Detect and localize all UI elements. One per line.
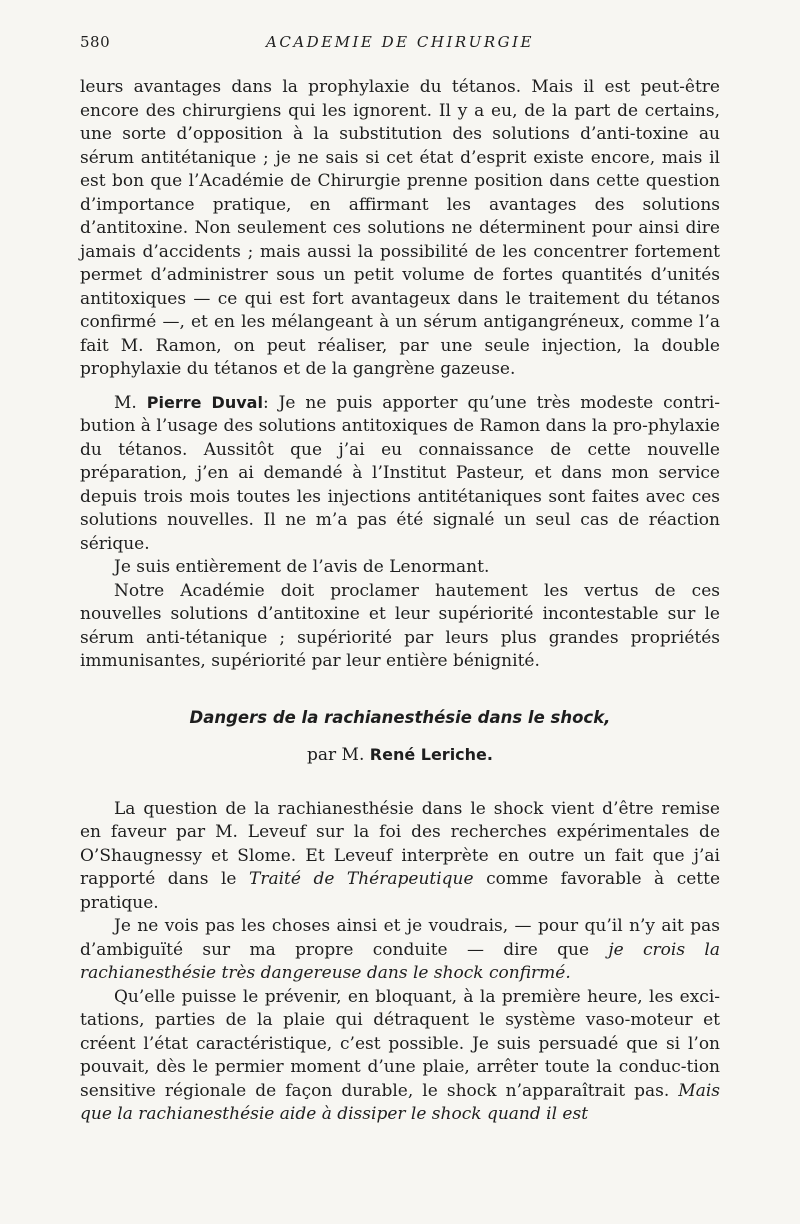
leriche-intro-text-a: La question de la rachianesthésie dans le shock vient d’être remise en faveur par M. Leveuf sur la foi des recherches expérimentales de O’Shaugnessy et Slome. Et Leveuf interprète en outre un fait que j’ai rapporté dans le xyxy=(80,798,720,889)
leriche-argument-text: Qu’elle puisse le prévenir, en bloquant, à la première heure, les exci-tations, parties de la plaie qui détraquent le système vaso-moteur et créent l’état caractéristique, c’est possible. Je suis persuadé que si l’on pouvait, dès le permier moment d’une plaie, arrêter toute la conduc-tion sensitive régionale de façon durable, le shock n’apparaîtrait pas. xyxy=(80,986,720,1101)
leriche-position-text: Je ne vois pas les choses ainsi et je voudrais, — pour qu’il n’y ait pas d’ambiguïté sur ma propre conduite — dire que xyxy=(80,916,720,960)
byline-author: René Leriche. xyxy=(369,745,493,764)
paragraph-leriche-intro xyxy=(80,798,720,916)
paragraph-duval-conclusion: Notre Académie doit proclamer hautement les vertus de ces nouvelles solutions d’antitoxine et leur supériorité incontestable sur le sérum anti-tétanique ; supériorité par leurs plus grandes propriétés immunisantes, supériorité par leur entière bénignité. xyxy=(80,580,720,671)
paragraph-duval-statement xyxy=(80,391,720,557)
byline-prefix: par M. xyxy=(307,745,365,765)
leriche-intro-text-b: comme favorable à cette pratique. xyxy=(80,869,720,913)
leriche-position-italic: je crois la rachianesthésie très dangereuse dans le shock confirmé. xyxy=(80,939,720,983)
book-title-italic: Traité de Thérapeutique xyxy=(249,869,474,889)
page-number: 580 xyxy=(80,33,111,51)
speaker-prefix: M. xyxy=(114,392,137,413)
page-header xyxy=(80,33,720,55)
paragraph-leriche-argument xyxy=(80,986,720,1127)
leriche-argument-italic: Mais que la rachianesthésie aide à dissiper le shock quand il est xyxy=(80,1080,720,1124)
running-title: ACADEMIE DE CHIRURGIE xyxy=(266,33,534,51)
speaker-name: Pierre Duval xyxy=(146,392,263,412)
section-byline xyxy=(80,743,720,768)
paragraph-continued: leurs avantages dans la prophylaxie du tétanos. Mais il est peut-être encore des chirurgiens qui les ignorent. Il y a eu, de la part de certains, une sorte d’opposition à la substitution des solutions d’anti-toxine au sérum antitétanique ; je ne sais si cet état d’esprit existe encore, mais il est bon que l’Académie de Chirurgie prenne position dans cette question d’importance pratique, en affirmant les avantages des solutions d’antitoxine. Non seulement ces solutions ne déterminent pour ainsi dire jamais d’accidents ; mais aussi la possibilité de les concentrer fortement permet d’administrer sous un petit volume de fortes quantités d’unités antitoxiques — ce qui est fort avantageux dans le traitement du tétanos confirmé —, et en les mélangeant à un sérum antigangréneux, comme l’a fait M. Ramon, on peut réaliser, par une seule injection, la double prophylaxie du tétanos et de la gangrène gazeuse. xyxy=(80,77,720,379)
page-body xyxy=(80,76,720,1127)
section-title: Dangers de la rachianesthésie dans le shock, xyxy=(189,707,611,727)
paragraph-leriche-position xyxy=(80,915,720,986)
paragraph-duval-agreement: Je suis entièrement de l’avis de Lenormant. xyxy=(114,557,490,577)
duval-statement-text: : Je ne puis apporter qu’une très modeste contri-bution à l’usage des solutions antitoxiques de Ramon dans la pro-phylaxie du tétanos. Aussitôt que j’ai eu connaissance de cette nouvelle préparation, j’en ai demandé à l’Institut Pasteur, et dans mon service depuis trois mois toutes les injections antitétaniques sont faites avec ces solutions nouvelles. Il ne m’a pas été signalé un seul cas de réaction sérique. xyxy=(80,392,720,554)
